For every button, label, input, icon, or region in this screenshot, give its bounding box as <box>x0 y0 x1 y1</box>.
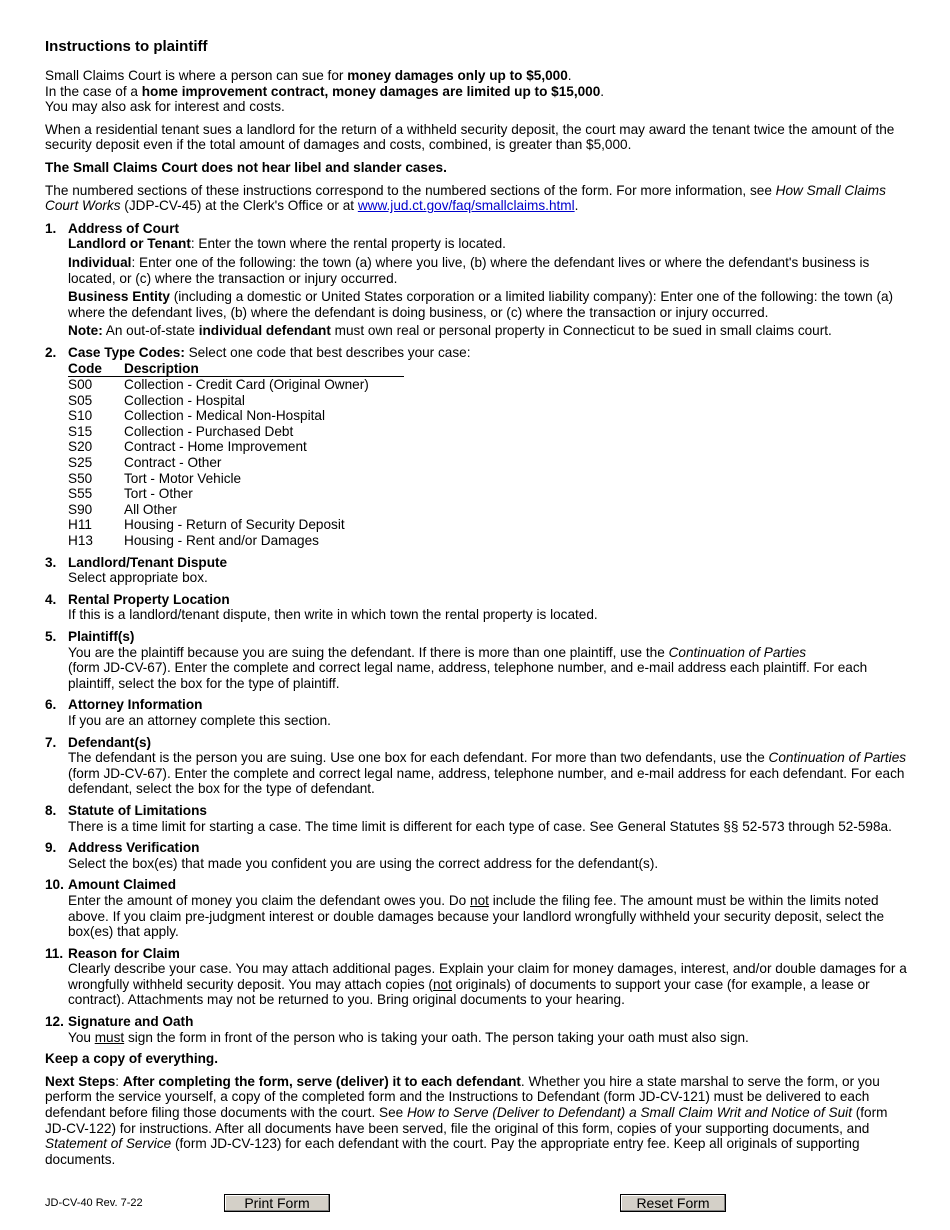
case-type-description: Contract - Home Improvement <box>124 439 307 455</box>
form-id-label: JD-CV-40 Rev. 7-22 <box>45 1197 143 1209</box>
case-type-code: S20 <box>68 439 93 455</box>
case-type-description: All Other <box>124 501 177 517</box>
case-type-row <box>68 455 404 471</box>
section-11-title: Reason for Claim <box>68 945 180 961</box>
section-11-reason-for-claim: 11. Reason for Claim Clearly describe your case. You may attach additional pages. Explain your claim for money damages, interest, and/or double damages for a wrongfully withheld security deposit. You may attach copies (not originals) of documents to support your case (for example, a lease or contract). Attachments may not be returned to you. Bring original documents to your hearing. <box>45 945 907 1008</box>
case-type-code: S10 <box>68 408 93 424</box>
section-7-body: The defendant is the person you are suing. Use one box for each defendant. For more than two defendants, use the Continuation of Parties (form JD-CV-67). Enter the complete and correct legal name, address, telephone number, and e-mail address for each defendant. For each defendant, select the box for the type of defendant. <box>68 750 907 797</box>
section-11-body: Clearly describe your case. You may attach additional pages. Explain your claim for money damages, interest, and/or double damages for a wrongfully withheld security deposit. You may attach copies (not originals) of documents to support your case (for example, a lease or contract). Attachments may not be returned to you. Bring original documents to your hearing. <box>68 961 907 1008</box>
intro-libel-notice: The Small Claims Court does not hear libel and slander cases. <box>45 159 447 175</box>
section-12-title: Signature and Oath <box>68 1014 194 1030</box>
case-type-code: H11 <box>68 517 92 533</box>
section-3-title: Landlord/Tenant Dispute <box>68 554 228 570</box>
section-9-body: Select the box(es) that made you confident you are using the correct address for the defendant(s). <box>68 855 659 871</box>
case-type-description: Collection - Credit Card (Original Owner) <box>124 377 369 393</box>
case-type-code-table <box>68 361 404 549</box>
case-type-code: S05 <box>68 392 93 408</box>
section-4-rental-property-location: 4. Rental Property Location If this is a landlord/tenant dispute, then write in which town the rental property is located. <box>45 592 907 623</box>
intro-home-improvement-line: In the case of a home improvement contract, money damages are limited up to $15,000. <box>45 83 605 99</box>
case-type-description: Collection - Hospital <box>124 392 245 408</box>
intro-interest-line: You may also ask for interest and costs. <box>45 99 285 115</box>
intro-tenant-paragraph: When a residential tenant sues a landlord for the return of a withheld security deposit, the court may award the tenant twice the amount of the security deposit even if the total amount of damages and costs, combined, is greater than $5,000. <box>45 121 895 153</box>
case-type-description: Housing - Return of Security Deposit <box>124 517 345 533</box>
case-type-row <box>68 471 404 487</box>
instructions-content <box>45 38 907 1167</box>
section-5-plaintiffs: 5. Plaintiff(s) You are the plaintiff because you are suing the defendant. If there is more than one plaintiff, use the Continuation of Parties (form JD-CV-67). Enter the complete and correct legal name, address, telephone number, and e-mail address each plaintiff. For each plaintiff, select the box for the type of plaintiff. <box>45 629 907 691</box>
next-steps-paragraph: Next Steps: After completing the form, serve (deliver) it to each defendant. Whether you hire a state marshal to serve the form, or you perform the service yourself, a copy of the completed form and the Instructions to Defendant (form JD-CV-121) must be delivered to each defendant before filing those documents with the court. See How to Serve (Deliver to Defendant) a Small Claim Writ and Notice of Suit (form JD-CV-122) for instructions. After all documents have been served, file the original of this form, copies of your supporting documents, and Statement of Service (form JD-CV-123) for each defendant with the court. Pay the appropriate entry fee. Keep all originals of supporting documents. <box>45 1073 888 1167</box>
section-10-title: Amount Claimed <box>68 877 176 893</box>
section-1-title: Address of Court <box>68 220 180 236</box>
section-5-body: You are the plaintiff because you are suing the defendant. If there is more than one plaintiff, use the Continuation of Parties (form JD-CV-67). Enter the complete and correct legal name, address, telephone number, and e-mail address each plaintiff. For each plaintiff, select the box for the type of plaintiff. <box>68 644 868 691</box>
section-3-body: Select appropriate box. <box>68 570 208 586</box>
case-type-row <box>68 408 404 424</box>
intro-limit-line: Small Claims Court is where a person can sue for money damages only up to $5,000. <box>45 68 572 83</box>
form-footer <box>45 1194 907 1214</box>
case-type-row <box>68 439 404 455</box>
intro-numbered-paragraph: The numbered sections of these instructions correspond to the numbered sections of the form. For more information, see How Small Claims Court Works (JDP-CV-45) at the Clerk's Office or at www.jud.ct.gov/faq/smallclaims.html. <box>45 182 886 214</box>
case-type-row <box>68 393 404 409</box>
case-type-code: S00 <box>68 377 93 393</box>
col-description-header: Description <box>124 361 404 377</box>
case-type-description: Collection - Purchased Debt <box>124 423 294 439</box>
case-type-code: S55 <box>68 486 93 502</box>
case-type-row <box>68 424 404 440</box>
col-code-header: Code <box>68 361 124 377</box>
section-3-landlord-tenant-dispute: 3. Landlord/Tenant Dispute Select appropriate box. <box>45 555 907 586</box>
case-type-code: S50 <box>68 470 93 486</box>
case-type-row <box>68 502 404 518</box>
keep-copy-notice: Keep a copy of everything. <box>45 1051 218 1067</box>
case-type-row <box>68 533 404 549</box>
case-type-code: S15 <box>68 423 93 439</box>
case-type-row <box>68 377 404 393</box>
section-9-title: Address Verification <box>68 840 200 856</box>
section-7-title: Defendant(s) <box>68 734 152 750</box>
case-type-code: S25 <box>68 455 93 471</box>
section-1-landlord: Landlord or Tenant: Enter the town where the rental property is located. <box>68 236 506 252</box>
section-10-body: Enter the amount of money you claim the defendant owes you. Do not include the filing fee. The amount must be within the limits noted above. If you claim pre-judgment interest or double damages because your landlord wrongfully withheld your security deposit, select the box(es) that apply. <box>68 892 885 940</box>
case-type-description: Contract - Other <box>124 455 222 471</box>
case-type-description: Tort - Other <box>124 486 193 502</box>
section-2-title: Case Type Codes: Select one code that best describes your case: <box>68 344 471 360</box>
case-type-description: Collection - Medical Non-Hospital <box>124 408 325 424</box>
page-title: Instructions to plaintiff <box>45 38 208 55</box>
section-1-business: Business Entity (including a domestic or United States corporation or a limited liability company): Enter one of the following: the town (a) where the defendant lives, (b) where the defendant is doing business, or (c) where the transaction or injury occurred. <box>68 289 894 320</box>
section-6-attorney-information: 6. Attorney Information If you are an attorney complete this section. <box>45 697 907 728</box>
section-1-note: Note: An out-of-state individual defendant must own real or personal property in Connecticut to be sued in small claims court. <box>68 323 832 339</box>
section-10-amount-claimed: 10. Amount Claimed Enter the amount of money you claim the defendant owes you. Do not include the filing fee. The amount must be within the limits noted above. If you claim pre-judgment interest or double damages because your landlord wrongfully withheld your security deposit, select the box(es) that apply. <box>45 877 907 939</box>
case-type-row <box>68 517 404 533</box>
section-6-body: If you are an attorney complete this section. <box>68 712 331 728</box>
section-5-title: Plaintiff(s) <box>68 629 135 644</box>
section-1-individual: Individual: Enter one of the following: the town (a) where you live, (b) where the defendant lives or where the defendant's business is located, or (c) where the transaction or injury occurred. <box>68 254 870 286</box>
case-type-description: Tort - Motor Vehicle <box>124 470 242 486</box>
section-8-title: Statute of Limitations <box>68 802 207 818</box>
section-2-case-type-codes: 2. Case Type Codes: Select one code that best describes your case: Code Description S00 Collection - Credit Card (Original Owner) S05 Collection - Hospital S10 Collection - Medical Non-Hospital S15 Collection - Purchased Debt S20 Contract - Home Improvement S25 Contract - Other S50 Tort - Motor Vehicle S55 Tort - Other S90 All Other H11 Housing - Return of Security Deposit H13 Housing - Rent and/or Damages <box>45 345 907 549</box>
print-form-button[interactable]: Print Form <box>224 1194 330 1212</box>
case-type-description: Housing - Rent and/or Damages <box>124 533 319 549</box>
section-8-body: There is a time limit for starting a case. The time limit is different for each type of case. See General Statutes §§ 52-573 through 52-598a. <box>68 818 892 834</box>
smallclaims-link[interactable]: www.jud.ct.gov/faq/smallclaims.html <box>357 198 575 214</box>
reset-form-button[interactable]: Reset Form <box>620 1194 726 1212</box>
case-type-code: S90 <box>68 501 93 517</box>
section-9-address-verification: 9. Address Verification Select the box(es) that made you confident you are using the correct address for the defendant(s). <box>45 840 907 871</box>
section-1-address-of-court: 1. Address of Court Landlord or Tenant: Enter the town where the rental property is located. Individual: Enter one of the following: the town (a) where you live, (b) where the defendant lives or where the defendant's business is located, or (c) where the transaction or injury occurred. Business Entity (including a domestic or United States corporation or a limited liability company): Enter one of the following: the town (a) where the defendant lives, (b) where the defendant is doing business, or (c) where the transaction or injury occurred. Note: An out-of-state individual defendant must own real or personal property in Connecticut to be sued in small claims court. <box>45 221 907 339</box>
case-type-code: H13 <box>68 533 93 549</box>
case-type-row <box>68 486 404 502</box>
section-7-defendants: 7. Defendant(s) The defendant is the person you are suing. Use one box for each defendant. For more than two defendants, use the Continuation of Parties (form JD-CV-67). Enter the complete and correct legal name, address, telephone number, and e-mail address for each defendant. For each defendant, select the box for the type of defendant. <box>45 734 907 797</box>
section-6-title: Attorney Information <box>68 697 203 713</box>
section-4-title: Rental Property Location <box>68 591 230 607</box>
section-12-body: You must sign the form in front of the person who is taking your oath. The person taking your oath must also sign. <box>68 1029 749 1045</box>
case-type-header-row <box>68 361 404 377</box>
section-12-signature-and-oath: 12. Signature and Oath You must sign the form in front of the person who is taking your oath. The person taking your oath must also sign. <box>45 1014 907 1045</box>
section-8-statute-of-limitations: 8. Statute of Limitations There is a time limit for starting a case. The time limit is different for each type of case. See General Statutes §§ 52-573 through 52-598a. <box>45 803 907 834</box>
section-4-body: If this is a landlord/tenant dispute, then write in which town the rental property is located. <box>68 607 598 623</box>
